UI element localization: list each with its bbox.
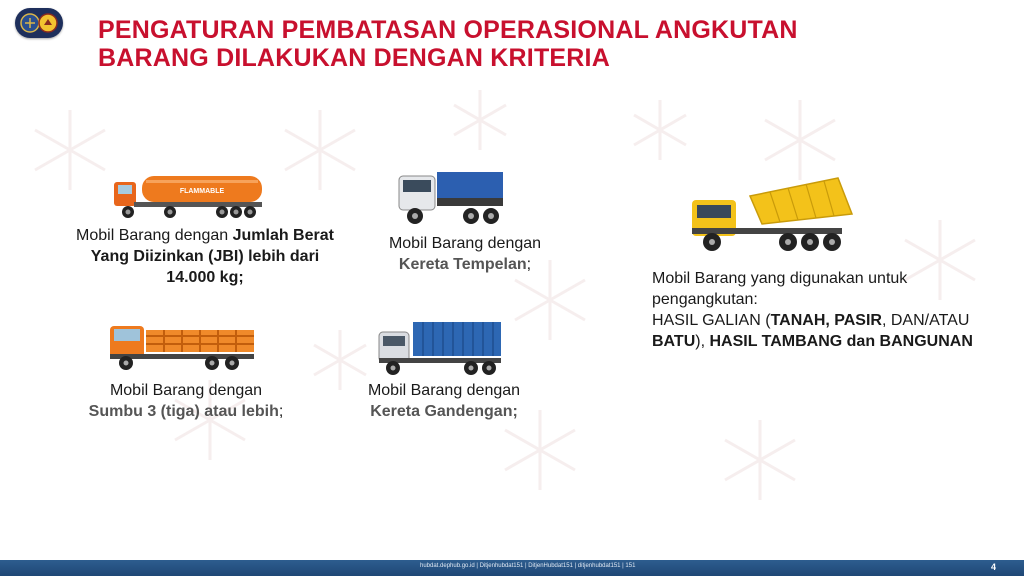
container-truck-icon [375, 318, 505, 378]
page-number: 4 [990, 562, 996, 572]
footer-links: hubdat.dephub.go.id | Ditjenhubdat151 | DitjenHubdat151 | ditjenhubdat151 | 151 [420, 563, 636, 569]
mining-bold-3: HASIL TAMBANG dan BANGUNAN [709, 333, 973, 350]
trailer-coupled-caption-line1: Mobil Barang dengan [367, 382, 521, 399]
tanker-caption-prefix: Mobil Barang dengan [76, 227, 233, 244]
mining-text-3: ), [695, 333, 710, 350]
trailer-caption-suffix: ; [526, 256, 532, 273]
trailer-caption-line1: Mobil Barang dengan [388, 235, 542, 252]
trailer-coupled-caption [344, 380, 544, 422]
agency-logo [15, 8, 63, 38]
tanker-truck-icon [112, 172, 266, 220]
cargo-truck-icon [108, 320, 258, 372]
three-axle-caption-line2: Sumbu 3 (tiga) atau lebih [88, 403, 279, 420]
trailer-coupled-caption-line2: Kereta Gandengan; [370, 403, 518, 420]
mining-caption [652, 268, 992, 352]
mining-caption-body [652, 310, 992, 352]
page-title: PENGATURAN PEMBATASAN OPERASIONAL ANGKUTAN BARANG DILAKUKAN DENGAN KRITERIA [98, 16, 798, 72]
tank-label: FLAMMABLE [179, 188, 225, 195]
mining-caption-line1: Mobil Barang yang digunakan untuk [652, 270, 908, 287]
three-axle-caption-suffix: ; [278, 403, 284, 420]
mining-text-1: HASIL GALIAN ( [652, 312, 771, 329]
trailer-caption-line2: Kereta Tempelan [398, 256, 527, 273]
tanker-caption-bold: Jumlah Berat Yang Diizinkan (JBI) lebih dari 14.000 kg; [90, 227, 334, 286]
mining-bold-2: BATU [652, 333, 696, 350]
footer-bar [0, 560, 1024, 576]
trailer-caption [360, 233, 570, 275]
tanker-caption [70, 225, 340, 288]
three-axle-caption [66, 380, 306, 422]
dump-truck-icon [688, 170, 856, 256]
mining-caption-line2: pengangkutan: [652, 291, 758, 308]
three-axle-caption-line1: Mobil Barang dengan [109, 382, 263, 399]
mining-bold-1: TANAH, PASIR [770, 312, 882, 329]
semi-trailer-truck-icon [395, 168, 507, 228]
mining-text-2: , DAN/ATAU [881, 312, 970, 329]
